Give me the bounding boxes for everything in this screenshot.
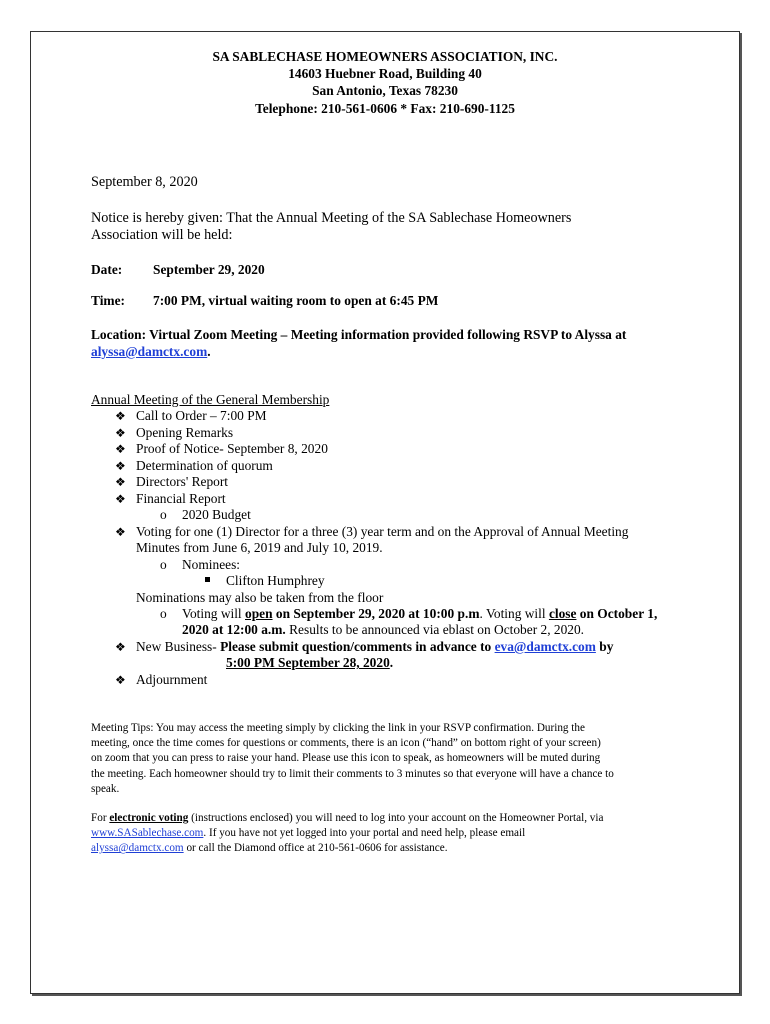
org-address-line2: San Antonio, Texas 78230 <box>312 83 458 99</box>
meeting-tips: Meeting Tips: You may access the meeting simply by clicking the link in your RSVP confirmation. During the meeting, once the time comes for questions or comments, there is an icon (“hand” on bottom right of your screen) on zoom that you can press to raise your hand. Please use this icon to speak, as homeowners will be muted during the meeting. Each homeowner should try to limit their comments to 3 minutes so that everyone will have a chance to speak. <box>91 722 614 795</box>
agenda-subitem-budget: 2020 Budget <box>182 507 251 522</box>
agenda-item: Opening Remarks <box>136 425 234 440</box>
website-link[interactable]: www.SASablechase.com <box>91 827 204 840</box>
bullet-icon: ❖ <box>115 673 126 687</box>
agenda-item: Call to Order – 7:00 PM <box>136 408 267 423</box>
alyssa-email-link[interactable]: alyssa@damctx.com <box>91 842 184 855</box>
square-bullet-icon <box>205 577 210 582</box>
voting-item-line1: Voting for one (1) Director for a three (3) year term and on the Approval of Annual Meeting <box>136 524 629 539</box>
bullet-icon: ❖ <box>115 442 126 456</box>
nominee-name: Clifton Humphrey <box>226 573 325 588</box>
time-value: 7:00 PM, virtual waiting room to open at 6:45 PM <box>153 293 439 308</box>
sub-bullet-icon: o <box>160 507 167 522</box>
bullet-icon: ❖ <box>115 640 126 654</box>
letterhead <box>0 48 770 117</box>
agenda-heading: Annual Meeting of the General Membership <box>91 392 330 407</box>
new-business-deadline: 5:00 PM September 28, 2020. <box>226 655 394 670</box>
voting-window-line2: 2020 at 12:00 a.m. Results to be announced via eblast on October 2, 2020. <box>182 622 585 637</box>
bullet-icon: ❖ <box>115 492 126 506</box>
electronic-voting-info: For electronic voting (instructions enclosed) you will need to log into your account on the Homeowner Portal, via www.SASablechase.com. If you have not yet logged into your portal and need help, please email alyssa@damctx.com or call the Diamond office at 210-561-0606 for assistance. <box>91 812 604 855</box>
voting-window-line1: Voting will open on September 29, 2020 at 10:00 p.m. Voting will close on October 1, <box>182 606 658 621</box>
bullet-icon: ❖ <box>115 475 126 489</box>
sub-bullet-icon: o <box>160 557 167 572</box>
notice-line-1: Notice is hereby given: That the Annual Meeting of the SA Sablechase Homeowners <box>91 210 572 226</box>
location-email-link[interactable]: alyssa@damctx.com <box>91 344 208 359</box>
nominations-floor: Nominations may also be taken from the floor <box>136 590 384 605</box>
letter-date: September 8, 2020 <box>91 174 198 190</box>
location-text: Location: Virtual Zoom Meeting – Meeting information provided following RSVP to Alyssa at <box>91 327 627 342</box>
agenda-item: Determination of quorum <box>136 458 273 473</box>
bullet-icon: ❖ <box>115 409 126 423</box>
org-phone-fax: Telephone: 210-561-0606 * Fax: 210-690-1125 <box>255 100 515 116</box>
bullet-icon: ❖ <box>115 525 126 539</box>
bullet-icon: ❖ <box>115 426 126 440</box>
nominees-label: Nominees: <box>182 557 241 572</box>
date-value: September 29, 2020 <box>153 262 265 277</box>
org-address-line1: 14603 Huebner Road, Building 40 <box>288 66 482 82</box>
agenda-item: Directors' Report <box>136 474 229 489</box>
sub-bullet-icon: o <box>160 606 167 621</box>
agenda-item: Financial Report <box>136 491 226 506</box>
time-label: Time: <box>91 293 125 308</box>
voting-item-line2: Minutes from June 6, 2019 and July 10, 2019. <box>136 540 383 555</box>
date-label: Date: <box>91 262 123 277</box>
agenda-item-adjournment: Adjournment <box>136 672 208 687</box>
agenda-item: Proof of Notice- September 8, 2020 <box>136 441 328 456</box>
eva-email-link[interactable]: eva@damctx.com <box>494 639 596 654</box>
location-email-line: alyssa@damctx.com. <box>91 344 211 359</box>
bullet-icon: ❖ <box>115 459 126 473</box>
new-business-line1: New Business- Please submit question/comments in advance to eva@damctx.com by <box>136 639 614 654</box>
notice-line-2: Association will be held: <box>91 227 233 243</box>
org-name: SA SABLECHASE HOMEOWNERS ASSOCIATION, INC. <box>212 49 558 64</box>
